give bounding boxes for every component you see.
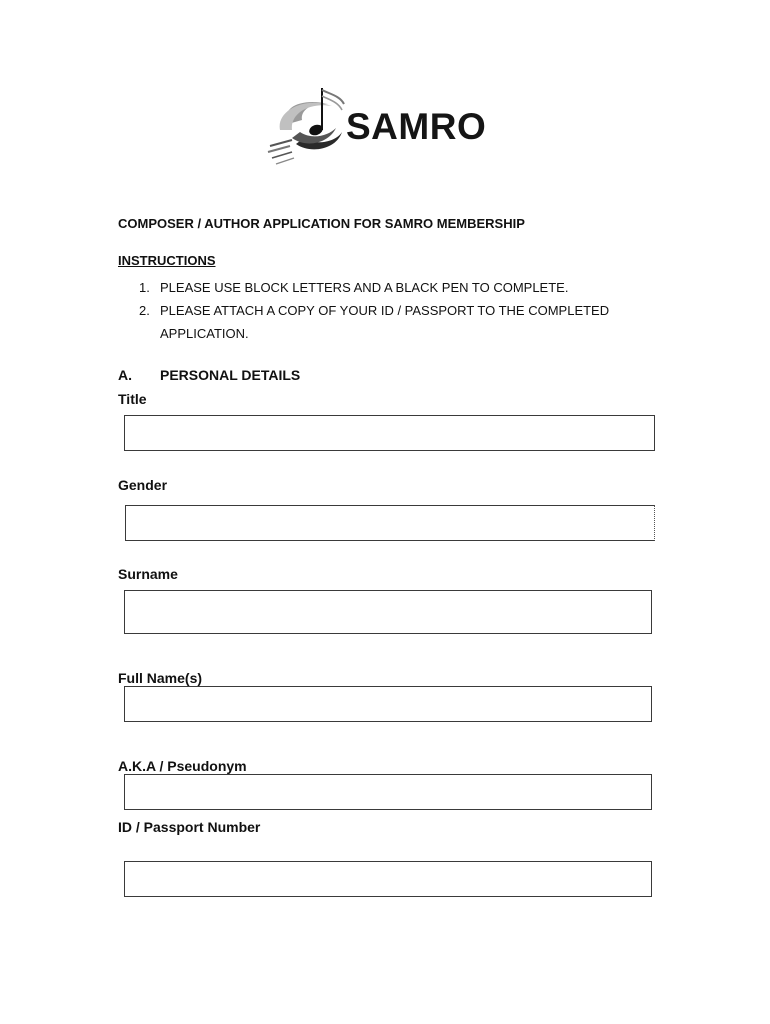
title-label: Title [118,391,147,407]
instruction-item-text-continued: APPLICATION. [160,326,249,341]
logo-wordmark: SAMRO [346,106,487,147]
gender-label: Gender [118,477,168,493]
title-field[interactable] [124,415,655,451]
section-title: PERSONAL DETAILS [160,367,301,383]
full-names-label: Full Name(s) [118,670,203,686]
document-title: COMPOSER / AUTHOR APPLICATION FOR SAMRO MEMBERSHIP [118,216,525,231]
instruction-number: 1. [139,280,150,295]
instruction-number: 2. [139,303,150,318]
id-passport-label: ID / Passport Number [118,819,261,835]
instruction-item-text: PLEASE USE BLOCK LETTERS AND A BLACK PEN TO COMPLETE. [160,280,569,295]
pseudonym-label: A.K.A / Pseudonym [118,758,247,774]
section-letter: A. [118,367,132,383]
surname-label: Surname [118,566,178,582]
pseudonym-field[interactable] [124,774,652,810]
full-names-field[interactable] [124,686,652,722]
instruction-item-text: PLEASE ATTACH A COPY OF YOUR ID / PASSPORT TO THE COMPLETED [160,303,610,318]
surname-field[interactable] [124,590,652,634]
instructions-heading: INSTRUCTIONS [118,253,216,268]
gender-field[interactable] [125,505,655,541]
music-note-swirl-logo-icon [266,84,346,168]
id-passport-field[interactable] [124,861,652,897]
section-heading [118,367,300,383]
samro-logo [266,84,506,168]
